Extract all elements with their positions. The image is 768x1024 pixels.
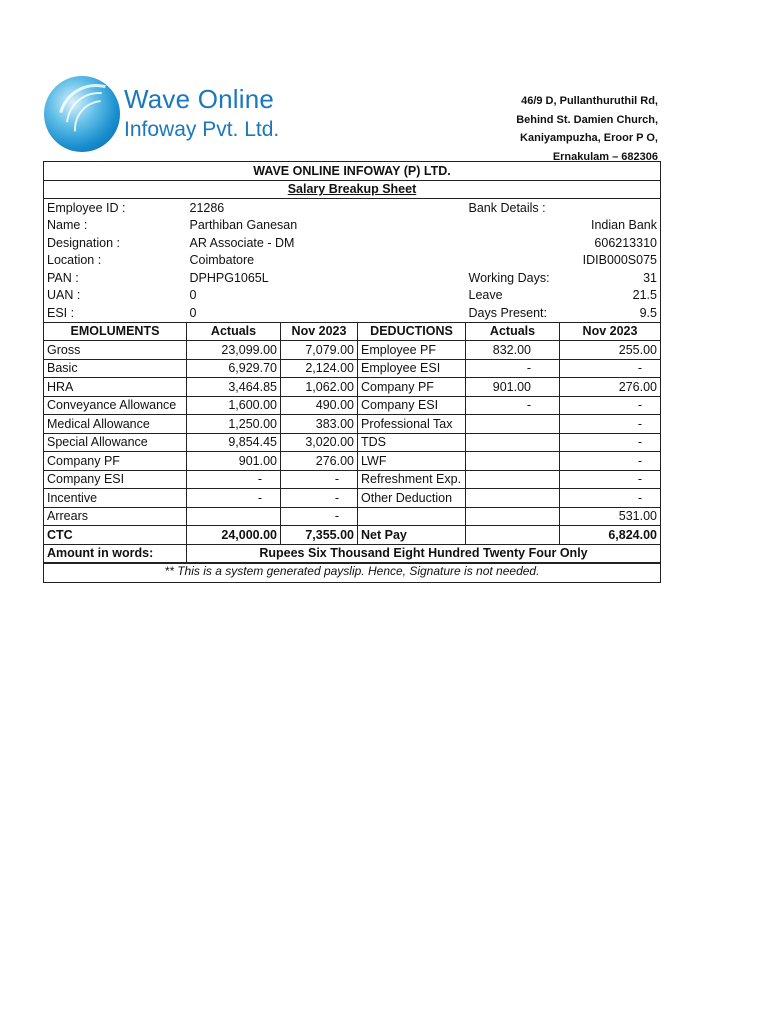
emolument-month: 276.00 (281, 452, 358, 471)
net-pay-label: Net Pay (358, 526, 466, 545)
sheet-title-text: Salary Breakup Sheet (287, 182, 417, 197)
emolument-month: 2,124.00 (281, 359, 358, 378)
deduction-actual (466, 507, 560, 526)
address-line: Kaniyampuzha, Eroor P O, (520, 132, 658, 144)
deduction-actual: - (466, 359, 560, 378)
deduction-name: Company ESI (358, 396, 466, 415)
address-line: Behind St. Damien Church, (516, 113, 658, 126)
deduction-actual: - (466, 396, 560, 415)
employee-row (44, 199, 661, 217)
field-label: Name : (44, 217, 187, 235)
field-value: Indian Bank (560, 217, 661, 235)
emolument-actual: 23,099.00 (187, 341, 281, 360)
deduction-month: - (560, 396, 661, 415)
header-deduction-month: Nov 2023 (560, 322, 661, 341)
field-label: Location : (44, 252, 187, 270)
employee-row (44, 217, 661, 235)
employee-row (44, 304, 661, 322)
field-label: UAN : (44, 287, 187, 305)
emolument-name: Basic (44, 359, 187, 378)
table-row (44, 507, 661, 526)
field-label: Days Present: (468, 305, 548, 320)
emolument-actual: 901.00 (187, 452, 281, 471)
deduction-actual (466, 470, 560, 489)
emolument-name: Conveyance Allowance (44, 396, 187, 415)
emolument-name: Gross (44, 341, 187, 360)
employee-row (44, 234, 661, 252)
table-row (44, 489, 661, 508)
field-value (560, 199, 661, 217)
deduction-name: Employee ESI (358, 359, 466, 378)
deduction-name: Other Deduction (358, 489, 466, 508)
header-month: Nov 2023 (281, 322, 358, 341)
field-label: Designation : (44, 234, 187, 252)
header-emoluments: EMOLUMENTS (44, 322, 187, 341)
emolument-actual: - (187, 489, 281, 508)
field-label: Bank Details : (468, 200, 546, 215)
field-label: Leave (468, 288, 503, 303)
amount-in-words-row (44, 544, 661, 563)
company-address (516, 92, 658, 166)
deduction-actual (466, 452, 560, 471)
emolument-actual: 6,929.70 (187, 359, 281, 378)
emolument-month: 383.00 (281, 415, 358, 434)
field-label: ESI : (44, 304, 187, 322)
deduction-actual (466, 433, 560, 452)
emolument-month: - (281, 507, 358, 526)
net-pay-month: 6,824.00 (560, 526, 661, 545)
field-label: Employee ID : (44, 199, 187, 217)
emolument-month: 1,062.00 (281, 378, 358, 397)
field-value: Parthiban Ganesan (189, 218, 298, 233)
deduction-month: - (560, 359, 661, 378)
field-value: Coimbatore (189, 253, 255, 268)
deduction-month: 255.00 (560, 341, 661, 360)
employee-row (44, 269, 661, 287)
deduction-month: - (560, 433, 661, 452)
column-header-row (44, 322, 661, 341)
amount-words-label: Amount in words: (44, 544, 187, 563)
field-value: 9.5 (560, 304, 661, 322)
field-label (466, 252, 560, 270)
field-value: AR Associate - DM (189, 235, 295, 250)
emolument-actual: 1,600.00 (187, 396, 281, 415)
emolument-month: 3,020.00 (281, 433, 358, 452)
emolument-name: Medical Allowance (44, 415, 187, 434)
deduction-actual: 901.00 (466, 378, 560, 397)
emolument-actual: 9,854.45 (187, 433, 281, 452)
ctc-actual: 24,000.00 (187, 526, 281, 545)
emolument-name: Special Allowance (44, 433, 187, 452)
deduction-name: Employee PF (358, 341, 466, 360)
company-title: WAVE ONLINE INFOWAY (P) LTD. (44, 162, 661, 181)
table-row (44, 470, 661, 489)
emolument-actual: 3,464.85 (187, 378, 281, 397)
field-label (466, 217, 560, 235)
emolument-actual (187, 507, 281, 526)
deduction-name (358, 507, 466, 526)
table-row (44, 433, 661, 452)
emolument-name: HRA (44, 378, 187, 397)
emolument-month: 7,079.00 (281, 341, 358, 360)
emolument-name: Company PF (44, 452, 187, 471)
system-generated-note: ** This is a system generated payslip. Hence, Signature is not needed. (44, 563, 661, 582)
address-line: 46/9 D, Pullanthuruthil Rd, (521, 95, 658, 107)
emolument-actual: 1,250.00 (187, 415, 281, 434)
table-row (44, 396, 661, 415)
salary-breakup-table (43, 161, 661, 583)
deduction-month: - (560, 470, 661, 489)
field-value: 606213310 (560, 234, 661, 252)
company-logo (44, 74, 294, 156)
emolument-name: Arrears (44, 507, 187, 526)
table-row (44, 359, 661, 378)
deduction-month: - (560, 415, 661, 434)
header-actuals: Actuals (187, 322, 281, 341)
deduction-name: Refreshment Exp. (358, 470, 466, 489)
address-line: Ernakulam – 682306 (552, 150, 658, 163)
employee-row (44, 287, 661, 305)
field-value: 21286 (189, 200, 225, 215)
field-value: DPHPG1065L (189, 270, 269, 285)
totals-row (44, 526, 661, 545)
deduction-month: 276.00 (560, 378, 661, 397)
field-label (466, 234, 560, 252)
employee-row (44, 252, 661, 270)
logo-text-line1: Wave Online (124, 84, 275, 114)
emolument-month: 490.00 (281, 396, 358, 415)
wave-logo-icon (44, 76, 120, 152)
ctc-month: 7,355.00 (281, 526, 358, 545)
deduction-month: 531.00 (560, 507, 661, 526)
field-value: 0 (189, 305, 197, 320)
deduction-name: Professional Tax (358, 415, 466, 434)
table-row (44, 341, 661, 360)
sheet-title (44, 180, 661, 199)
deduction-actual (466, 489, 560, 508)
table-row (44, 452, 661, 471)
deduction-month: - (560, 452, 661, 471)
footer-row (44, 563, 661, 582)
field-value: 21.5 (560, 287, 661, 305)
deduction-actual: 832.00 (466, 341, 560, 360)
field-label: PAN : (44, 269, 187, 287)
deduction-name: Company PF (358, 378, 466, 397)
emolument-name: Company ESI (44, 470, 187, 489)
logo-text-line2: Infoway Pvt. Ltd. (124, 118, 280, 141)
deduction-name: TDS (358, 433, 466, 452)
field-value: 0 (189, 288, 197, 303)
field-label: Working Days: (468, 270, 550, 285)
emolument-month: - (281, 470, 358, 489)
net-pay-actual (466, 526, 560, 545)
ctc-label: CTC (44, 526, 187, 545)
emolument-actual: - (187, 470, 281, 489)
deduction-name: LWF (358, 452, 466, 471)
emolument-month: - (281, 489, 358, 508)
field-value: IDIB000S075 (560, 252, 661, 270)
field-value: 31 (560, 269, 661, 287)
table-row (44, 415, 661, 434)
deduction-month: - (560, 489, 661, 508)
emolument-name: Incentive (44, 489, 187, 508)
amount-words-value: Rupees Six Thousand Eight Hundred Twenty Four Only (187, 544, 661, 563)
table-row (44, 378, 661, 397)
header-deductions: DEDUCTIONS (358, 322, 466, 341)
deduction-actual (466, 415, 560, 434)
header-deduction-actuals: Actuals (466, 322, 560, 341)
